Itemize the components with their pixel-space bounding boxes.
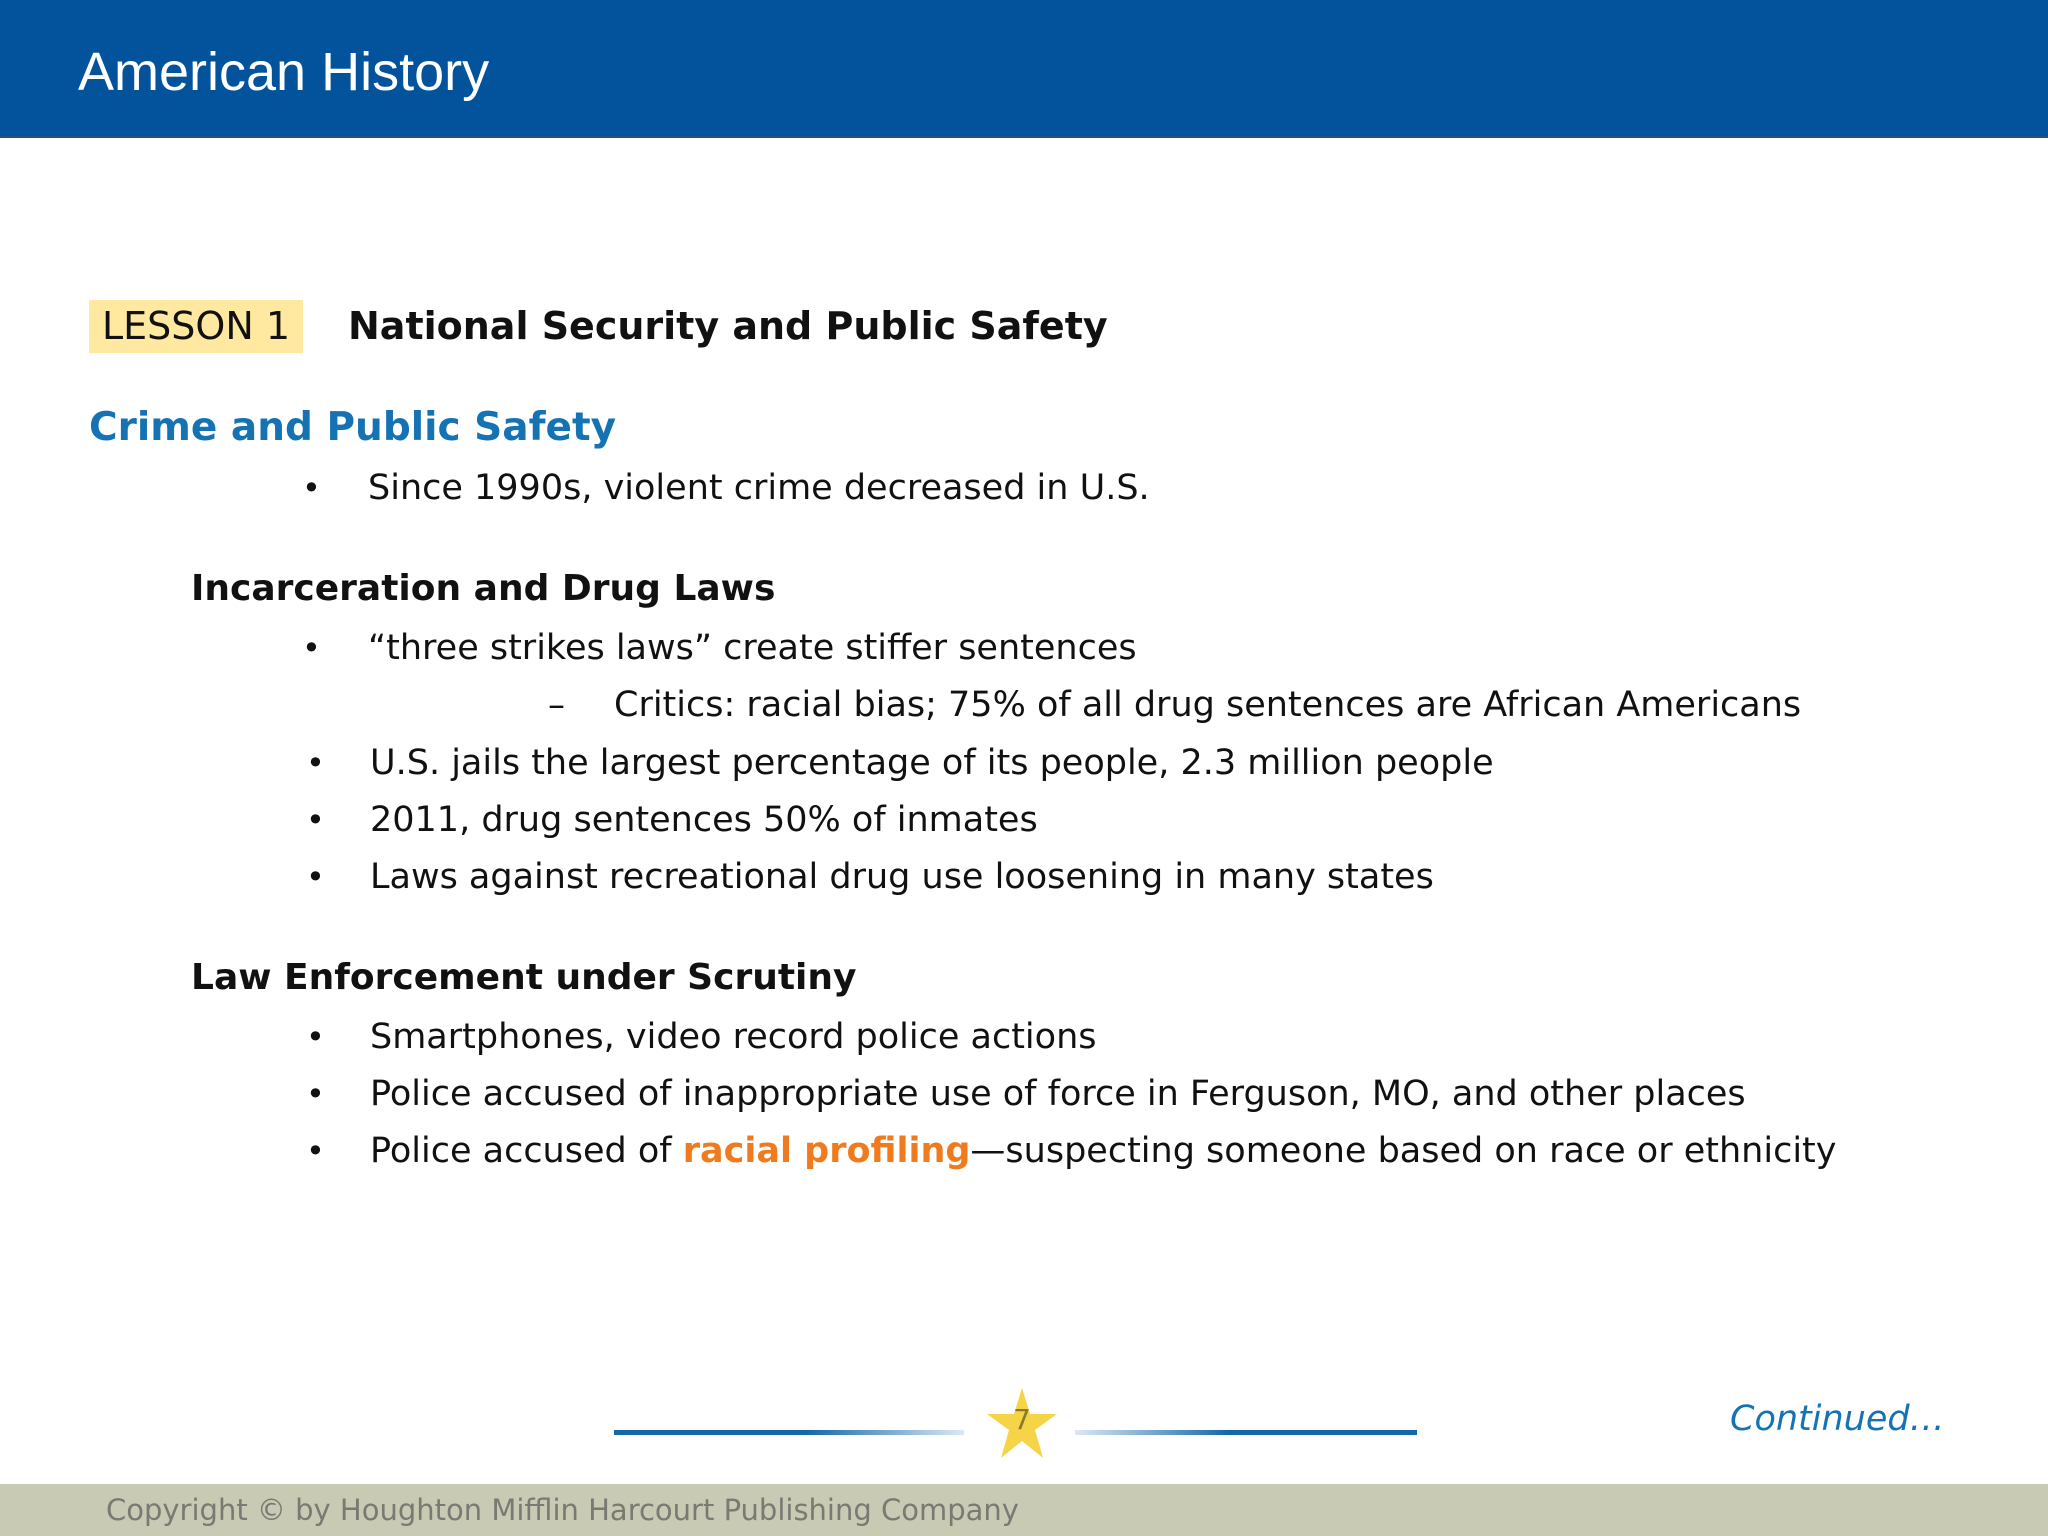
bullet-text: “three strikes laws” create stiffer sentences (368, 628, 1137, 668)
bullet-text: Police accused of inappropriate use of force in Ferguson, MO, and other places (370, 1074, 1746, 1114)
bullet-text: U.S. jails the largest percentage of its people, 2.3 million people (370, 743, 1494, 783)
bullet-text-prefix: Police accused of (370, 1131, 683, 1171)
bullet-text (370, 1126, 1836, 1176)
bullet-icon: • (306, 1132, 325, 1170)
bullet-icon: • (306, 801, 325, 839)
bullet-icon: • (306, 858, 325, 896)
dash-icon: – (548, 685, 565, 725)
page-number: 7 (1013, 1403, 1031, 1436)
bullet-icon: • (306, 1075, 325, 1113)
bullet-icon: • (302, 629, 321, 667)
key-term-racial-profiling: racial profiling (682, 1131, 971, 1171)
bullet-icon: • (306, 744, 325, 782)
continued-label: Continued… (1730, 1399, 1945, 1439)
footer-divider-right (1075, 1430, 1417, 1435)
bullet-text: Since 1990s, violent crime decreased in U.S. (368, 468, 1150, 508)
subheading-law-enforcement: Law Enforcement under Scrutiny (191, 957, 857, 998)
slide-header (0, 0, 2048, 138)
lesson-title: National Security and Public Safety (348, 304, 1108, 348)
bullet-icon: • (302, 469, 321, 507)
copyright-text: Copyright © by Houghton Mifflin Harcourt Publishing Company (106, 1493, 1019, 1527)
page-number-badge (985, 1386, 1059, 1460)
bullet-text: 2011, drug sentences 50% of inmates (370, 800, 1038, 840)
sub-bullet-text: Critics: racial bias; 75% of all drug sentences are African Americans (614, 685, 1802, 725)
bullet-icon: • (306, 1018, 325, 1056)
bullet-text: Smartphones, video record police actions (370, 1017, 1097, 1057)
footer-divider-left (614, 1430, 964, 1435)
section-title: Crime and Public Safety (89, 405, 617, 450)
bullet-text: Laws against recreational drug use loosening in many states (370, 857, 1434, 897)
course-title: American History (78, 42, 490, 102)
subheading-incarceration: Incarceration and Drug Laws (191, 568, 776, 609)
bullet-text-suffix: —suspecting someone based on race or ethnicity (970, 1131, 1837, 1171)
lesson-badge: LESSON 1 (89, 300, 303, 353)
copyright-bar (0, 1484, 2048, 1536)
